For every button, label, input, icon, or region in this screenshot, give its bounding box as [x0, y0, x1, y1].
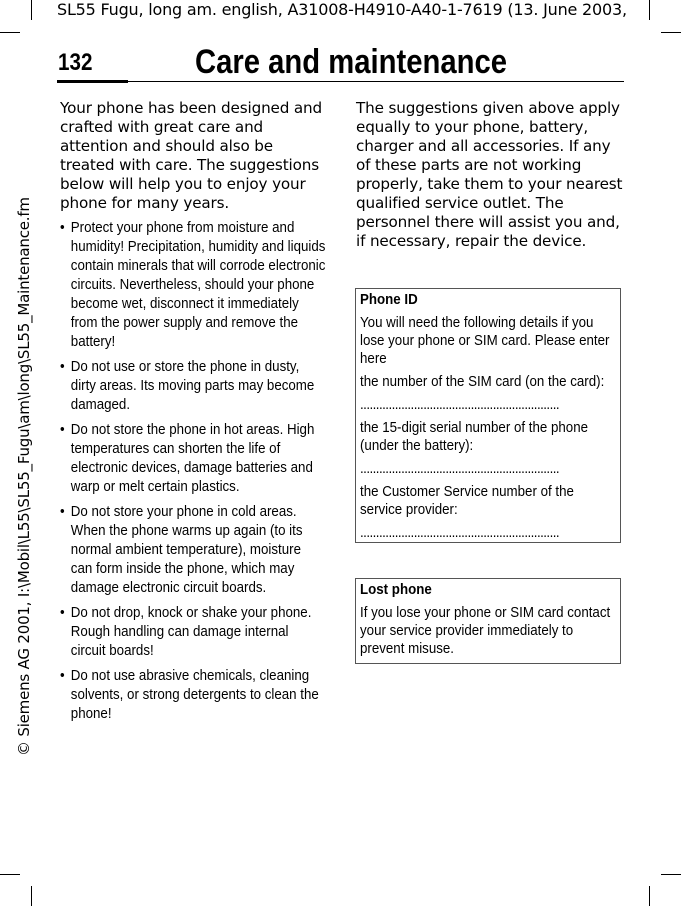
right-column [356, 99, 624, 251]
list-item [60, 604, 326, 661]
list-item [60, 219, 326, 352]
copyright-sidebar: © Siemens AG 2001, I:\Mobil\L55\SL55_Fugu\am\long\SL55_Maintenance.fm [15, 197, 33, 756]
list-item [60, 503, 326, 598]
list-item-text: Do not use or store the phone in dusty, dirty areas. Its moving parts may become damaged. [70, 359, 315, 413]
list-item-text: Protect your phone from moisture and humidity! Precipitation, humidity and liquids contain minerals that will corrode electronic circuits. Nevertheless, should your phone become wet, disconnect it immediately from the power supply and remove the battery! [70, 220, 326, 350]
crop-mark [661, 32, 681, 33]
crop-mark [31, 0, 32, 20]
header-rule-accent [57, 80, 128, 83]
list-item [60, 421, 326, 497]
crop-mark [649, 886, 650, 906]
intro-paragraph: Your phone has been designed and crafted with great care and attention and should also be treated with care. The suggestions below will help you to enjoy your phone for many years. [60, 99, 323, 212]
bullet: • [60, 504, 65, 520]
list-item-text: Do not drop, knock or shake your phone. Rough handling can damage internal circuit boards! [70, 605, 312, 659]
phone-id-heading: Phone ID [360, 292, 418, 308]
customer-service-label: the Customer Service number of the service provider: [360, 484, 574, 518]
list-item [60, 667, 326, 724]
serial-number-field[interactable]: ............................................................... [360, 461, 560, 477]
page-number: 132 [58, 49, 93, 76]
list-item-text: Do not store the phone in hot areas. High temperatures can shorten the life of electronic devices, damage batteries and warp or melt certain plastics. [70, 422, 315, 495]
lost-phone-text: If you lose your phone or SIM card contact your service provider immediately to prevent misuse. [360, 605, 611, 657]
crop-mark [649, 0, 650, 20]
crop-mark [0, 874, 20, 875]
sim-number-label: the number of the SIM card (on the card): [360, 374, 605, 390]
bullet: • [60, 422, 65, 438]
bullet: • [60, 220, 65, 236]
list-item [60, 358, 326, 415]
serial-number-label: the 15-digit serial number of the phone (under the battery): [360, 420, 589, 454]
header-rule [57, 81, 624, 82]
phone-id-intro: You will need the following details if you lose your phone or SIM card. Please enter here [360, 315, 610, 367]
service-paragraph: The suggestions given above apply equally to your phone, battery, charger and all accessories. If any of these parts are not working properly, take them to your nearest qualified service outlet. The personnel there will assist you and, if necessary, repair the device. [356, 99, 623, 250]
bullet: • [60, 668, 65, 684]
customer-service-field[interactable]: ............................................................... [360, 525, 560, 541]
phone-id-box [355, 288, 621, 543]
list-item-text: Do not store your phone in cold areas. When the phone warms up again (to its normal ambient temperature), moisture can form inside the phone, which may damage electronic circuit boards. [70, 504, 303, 596]
lost-phone-box [355, 578, 621, 664]
crop-mark [661, 874, 681, 875]
crop-mark [31, 886, 32, 906]
crop-mark [0, 32, 20, 33]
page-title: Care and maintenance [195, 43, 508, 81]
running-head: SL55 Fugu, long am. english, A31008-H4910-A40-1-7619 (13. June 2003, [57, 0, 627, 19]
bullet: • [60, 605, 65, 621]
bullet: • [60, 359, 65, 375]
lost-phone-heading: Lost phone [360, 582, 432, 598]
list-item-text: Do not use abrasive chemicals, cleaning solvents, or strong detergents to clean the phone! [70, 668, 319, 722]
care-tips-list [60, 219, 328, 724]
sim-number-field[interactable]: ............................................................... [360, 397, 560, 413]
left-column [60, 99, 328, 730]
